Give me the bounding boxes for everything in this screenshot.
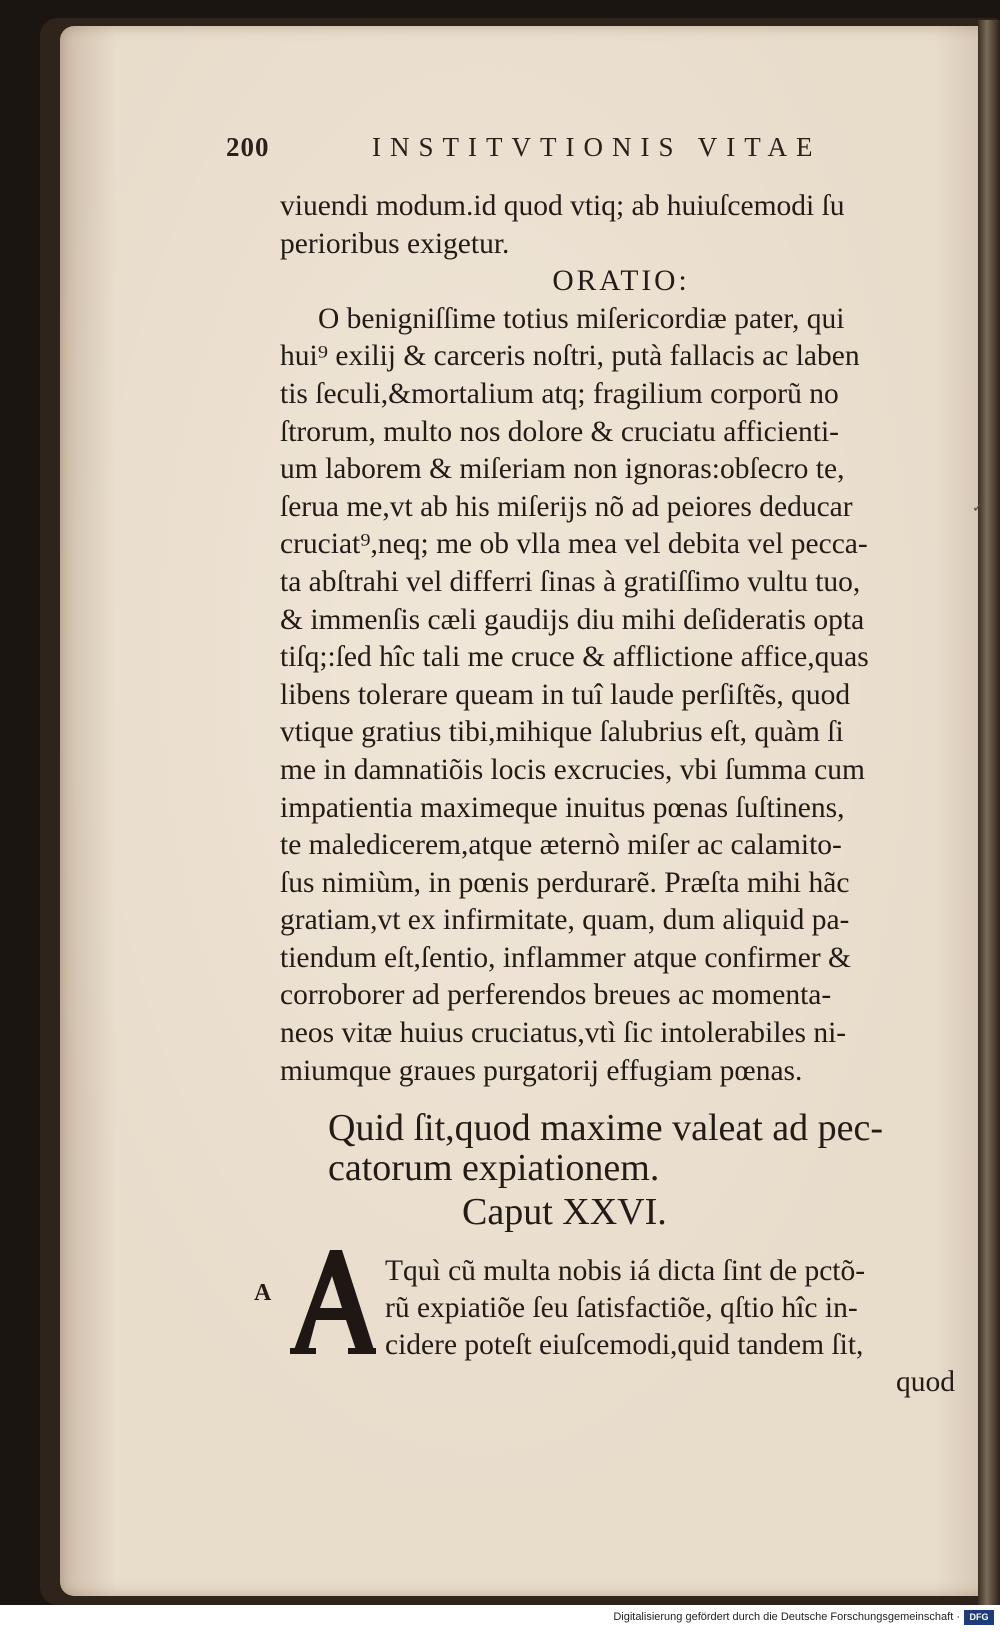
- text-line: O benigniſſime totius miſericordiæ pater, qui: [318, 302, 845, 335]
- text-line: viuendi modum.id quod vtiq; ab huiuſcemodi ſu: [280, 190, 845, 222]
- drop-cap: [290, 1246, 376, 1356]
- margin-letter: A: [254, 1280, 272, 1306]
- text-line: cruciat⁹,neq; me ob vlla mea vel debita vel pecca-: [280, 528, 868, 561]
- body-text: [280, 188, 952, 1090]
- ink-mark: ✓: [972, 500, 984, 516]
- text-line: um laborem & miſeriam non ignoras:obſecro te,: [280, 453, 845, 486]
- chapter-opening-text: [385, 1253, 955, 1401]
- chapter-title: [328, 1108, 968, 1188]
- text-line: tiendum eſt,ſentio, inflammer atque confirmer &: [280, 941, 851, 974]
- text-line: ſus nimiùm, in pœnis perdurarẽ. Præſta mihi hãc: [280, 866, 850, 899]
- footer-bar: [0, 1605, 1000, 1632]
- footer-credit: Digitalisierung gefördert durch die Deutsche Forschungsgemeinschaft ·: [613, 1611, 960, 1623]
- text-line: gratiam,vt ex infirmitate, quam, dum aliquid pa-: [280, 904, 850, 937]
- text-line: corroborer ad perferendos breues ac momenta-: [280, 979, 832, 1012]
- running-head: INSTITVTIONIS VITAE: [372, 132, 822, 162]
- text-line: perioribus exigetur.: [280, 227, 510, 260]
- text-line: Tquì cũ multa nobis iá dicta ſint de pctõ-: [385, 1255, 866, 1287]
- chapter-title-line: Quid ſit,quod maxime valeat ad pec-: [328, 1107, 884, 1149]
- text-line: neos vitæ huius cruciatus,vtì ſic intolerabiles ni-: [280, 1017, 847, 1050]
- text-line: me in damnatiõis locis excrucies, vbi ſumma cum: [280, 753, 865, 786]
- oratio-heading: ORATIO:: [552, 265, 690, 298]
- text-line: & immenſis cæli gaudijs diu mihi deſideratis opta: [280, 603, 865, 636]
- text-line: ſtrorum, multo nos dolore & cruciatu afficienti-: [280, 415, 839, 448]
- text-line: ſerua me,vt ab his miſerijs nõ ad peiores deducar: [280, 490, 853, 523]
- text-line: rũ expiatiõe ſeu ſatisfactiõe, qſtio hîc in-: [385, 1292, 858, 1324]
- catchword: quod: [896, 1366, 955, 1398]
- text-line: hui⁹ exilij & carceris noſtri, putà fallacis ac laben: [280, 340, 860, 373]
- text-line: impatientia maximeque inuitus pœnas ſuſtinens,: [280, 791, 845, 824]
- dfg-logo: DFG: [964, 1610, 994, 1625]
- page-number: 200: [226, 132, 270, 162]
- text-line: libens tolerare queam in tuî laude perſiſtẽs, quod: [280, 678, 851, 711]
- text-line: miumque graues purgatorij effugiam pœnas.: [280, 1054, 803, 1087]
- text-line: ta abſtrahi vel differri ſinas à gratiſſimo vultu tuo,: [280, 565, 861, 598]
- text-line: cidere poteſt eiuſcemodi,quid tandem ſit,: [385, 1329, 864, 1361]
- text-line: vtique gratius tibi,mihique ſalubrius eſt, quàm ſi: [280, 716, 844, 749]
- text-line: tis ſeculi,&mortalium atq; fragilium corporũ no: [280, 377, 839, 410]
- chapter-number: Caput XXVI.: [462, 1191, 667, 1233]
- chapter-title-line: catorum expiationem.: [328, 1147, 660, 1189]
- text-line: tiſq;:ſed hîc tali me cruce & afflictione affice,quas: [280, 641, 869, 674]
- page-right-edge: [978, 20, 1000, 1605]
- text-line: te maledicerem,atque æternò miſer ac calamito-: [280, 829, 842, 862]
